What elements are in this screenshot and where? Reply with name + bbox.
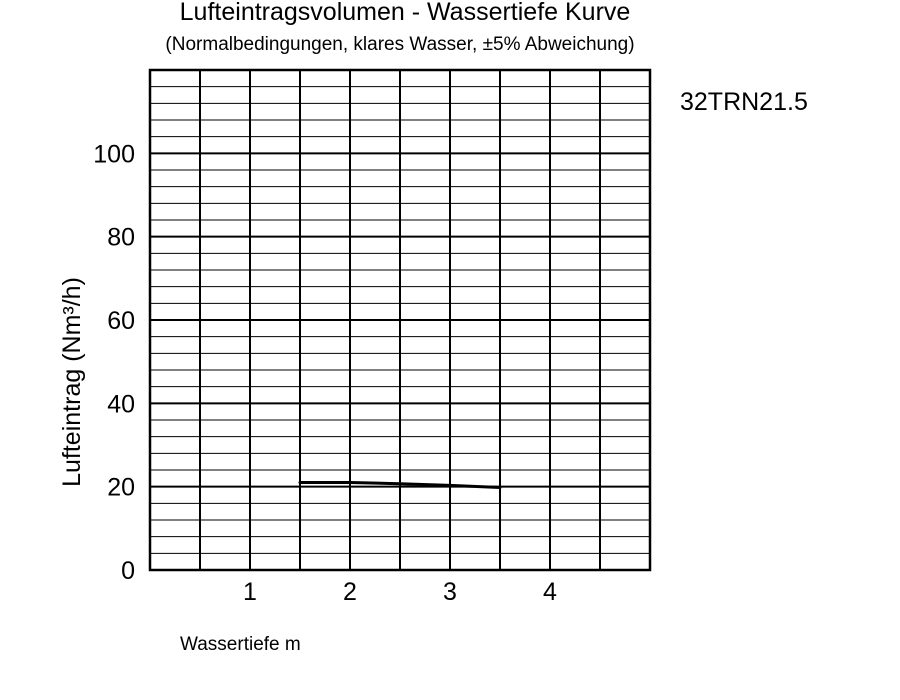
y-tick-label: 40 bbox=[107, 390, 135, 419]
y-tick-label: 80 bbox=[107, 223, 135, 252]
chart-title: Lufteintragsvolumen - Wassertiefe Kurve bbox=[179, 0, 631, 26]
x-tick-label: 4 bbox=[543, 578, 557, 606]
model-label: 32TRN21.5 bbox=[680, 88, 808, 116]
y-tick-label: 0 bbox=[121, 557, 135, 585]
x-axis-label: Wassertiefe m bbox=[180, 634, 301, 655]
y-tick-labels bbox=[93, 140, 135, 585]
x-tick-label: 3 bbox=[443, 578, 457, 606]
y-tick-label: 60 bbox=[107, 307, 135, 335]
x-tick-labels bbox=[243, 578, 557, 606]
y-axis-label: Lufteintrag (Nm³/h) bbox=[58, 277, 86, 487]
y-tick-label: 20 bbox=[107, 473, 135, 502]
y-tick-label: 100 bbox=[93, 140, 135, 169]
chart-subtitle: (Normalbedingungen, klares Wasser, ±5% Abweichung) bbox=[165, 34, 635, 55]
x-tick-label: 2 bbox=[343, 578, 357, 606]
x-tick-label: 1 bbox=[243, 578, 257, 606]
